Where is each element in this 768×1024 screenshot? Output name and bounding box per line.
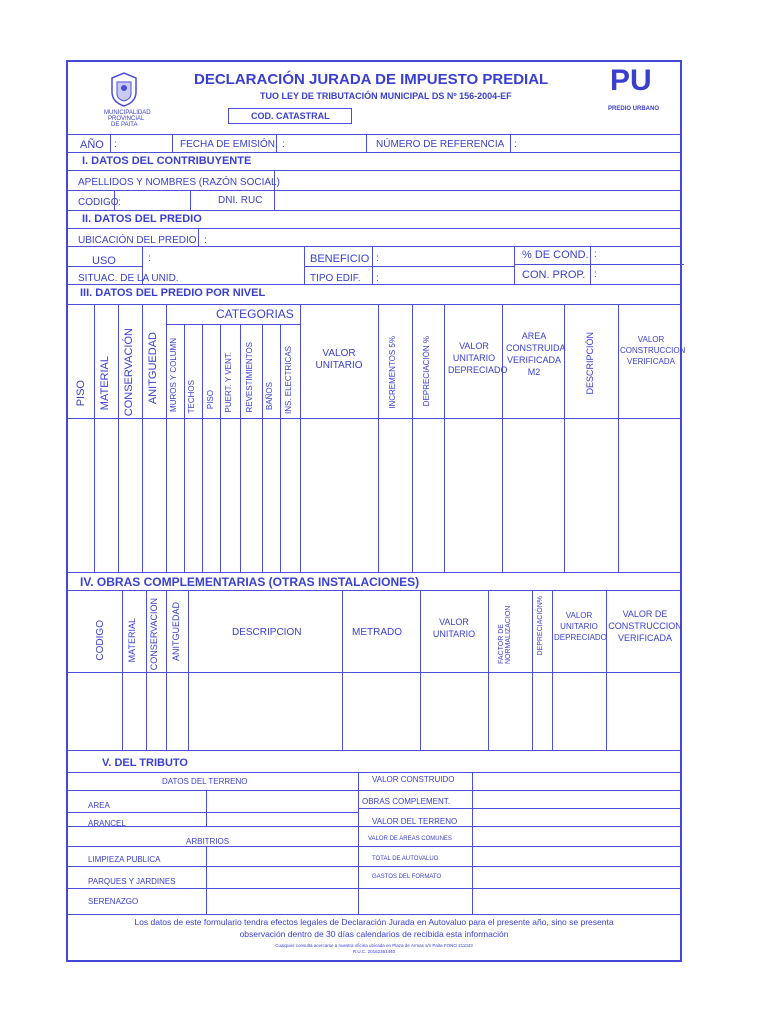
divider	[118, 304, 119, 572]
cod-catastral-label: COD. CATASTRAL	[251, 111, 330, 121]
divider	[274, 190, 275, 210]
obras-col-depreciacion: DEPRECIACIÓN%	[537, 596, 544, 656]
footer-line-2: observación dentro de 30 días calendarios de recibida esta información	[239, 929, 509, 939]
codigo-label: CODIGO	[78, 197, 119, 208]
divider	[68, 246, 680, 247]
declaration-form	[66, 60, 686, 962]
divider	[68, 826, 680, 827]
colon: :	[118, 197, 121, 208]
colon: :	[376, 273, 379, 284]
ubicacion-label: UBICACIÓN DEL PREDIO	[78, 235, 197, 246]
col-ins-electricas: INS. ELECTRICAS	[284, 346, 293, 415]
divider	[280, 324, 281, 572]
limpieza-label: LIMPIEZA PUBLICA	[88, 855, 161, 864]
divider	[206, 790, 207, 826]
divider	[532, 590, 533, 750]
divider	[166, 590, 167, 750]
divider	[502, 304, 503, 572]
divider	[274, 170, 275, 190]
numero-referencia-label: NÚMERO DE REFERENCIA	[376, 139, 505, 150]
total-autovaluo-label: TOTAL DE AUTOVALUO	[372, 856, 439, 862]
divider	[240, 324, 241, 572]
section-1-title: I. DATOS DEL CONTRIBUYENTE	[82, 155, 252, 167]
col-revestimientos: REVESTIMIENTOS	[245, 342, 254, 413]
divider	[68, 590, 680, 591]
divider	[444, 304, 445, 572]
divider	[618, 304, 619, 572]
divider	[552, 590, 553, 750]
municipality-line-3: DE PAITA	[111, 122, 138, 128]
divider	[68, 846, 680, 847]
divider	[68, 190, 680, 191]
divider	[68, 914, 680, 915]
obras-col-codigo: CODIGO	[95, 620, 106, 661]
col-area-construida: AREA CONSTRUIDA VERIFICADA M2	[506, 331, 566, 377]
divider	[188, 590, 189, 750]
divider	[358, 772, 359, 914]
divider	[68, 672, 680, 673]
col-incrementos: INCREMENTOS 5%	[388, 336, 397, 409]
divider	[68, 572, 680, 573]
municipality-line-2: PROVINCIAL	[108, 116, 145, 122]
divider	[472, 772, 473, 914]
section-2-title: II. DATOS DEL PREDIO	[82, 213, 202, 225]
divider	[68, 266, 142, 267]
colon: :	[376, 253, 379, 264]
categorias-label: CATEGORIAS	[216, 307, 294, 321]
divider	[378, 304, 379, 572]
colon: :	[148, 253, 151, 264]
col-antiguedad: ANITGUEDAD	[147, 332, 159, 405]
colon: :	[114, 139, 117, 150]
form-subtitle: TUO LEY DE TRIBUTACIÓN MUNICIPAL DS Nº 156-2004-EF	[260, 91, 512, 101]
divider	[190, 190, 191, 210]
divider	[304, 246, 305, 284]
obras-col-material: MATERIAL	[127, 618, 137, 663]
arbitrios-label: ARBITRIOS	[186, 837, 230, 846]
obras-col-valor-construccion: VALOR DE CONSTRUCCION VERIFICADA	[608, 609, 682, 643]
divider	[300, 304, 301, 572]
uso-label: USO	[92, 255, 116, 267]
parques-label: PARQUES Y JARDINES	[88, 877, 176, 886]
pct-cond-label: % DE COND.	[522, 249, 589, 261]
fecha-emision-label: FECHA DE EMISIÓN	[180, 139, 276, 150]
divider	[68, 284, 680, 285]
col-piso: PISO	[75, 380, 87, 407]
anio-label: AÑO	[80, 139, 104, 151]
municipal-seal-icon	[108, 70, 140, 108]
divider	[262, 324, 263, 572]
divider	[510, 134, 511, 152]
gastos-formato-label: GASTOS DEL FORMATO	[372, 874, 442, 880]
divider	[184, 324, 185, 572]
divider	[146, 590, 147, 750]
divider	[68, 812, 358, 813]
divider	[68, 228, 680, 229]
divider	[488, 590, 489, 750]
obras-complement-label: OBRAS COMPLEMENT.	[362, 797, 451, 806]
footer-line-1: Los datos de este formulario tendra efectos legales de Declaración Jurada en Autovaluo para el presente año, sino se presenta	[134, 917, 614, 927]
obras-col-valor-unitario: VALOR UNITARIO	[432, 617, 476, 639]
colon: :	[594, 249, 597, 260]
colon: :	[282, 139, 285, 150]
dni-ruc-label: DNI. RUC	[218, 195, 263, 206]
col-piso2: PISO	[206, 390, 215, 410]
arancel-label: ARANCEL	[88, 819, 126, 828]
serenazgo-label: SERENAZGO	[88, 897, 139, 906]
col-depreciacion: DEPRECIACIÓN %	[422, 336, 431, 407]
section-4-title: IV. OBRAS COMPLEMENTARIAS (OTRAS INSTALACIONES)	[80, 575, 420, 589]
divider	[366, 134, 367, 152]
divider	[110, 134, 111, 152]
col-valor-construccion: VALOR CONSTRUCCION VERIFICADA	[620, 335, 686, 366]
section-3-title: III. DATOS DEL PREDIO POR NIVEL	[80, 287, 266, 299]
divider	[68, 888, 680, 889]
situacion-label: SITUAC. DE LA UNID.	[78, 273, 179, 284]
divider	[412, 304, 413, 572]
section-5-title: V. DEL TRIBUTO	[102, 757, 188, 769]
col-valor-unitario-depreciado: VALOR UNITARIO DEPRECIADO	[448, 341, 508, 375]
divider	[68, 418, 680, 419]
divider	[220, 324, 221, 572]
municipality-line-1: MUNICIPALIDAD	[104, 110, 151, 116]
colon: :	[594, 269, 597, 280]
divider	[68, 790, 680, 791]
divider	[68, 134, 680, 135]
valor-terreno-label: VALOR DEL TERRENO	[372, 817, 458, 826]
divider	[166, 304, 167, 572]
apellidos-label: APELLIDOS Y NOMBRES (RAZÓN SOCIAL)	[78, 177, 280, 188]
obras-col-valor-unitario-depreciado: VALOR UNITARIO DEPRECIADO	[554, 611, 607, 642]
datos-terreno-label: DATOS DEL TERRENO	[162, 777, 248, 786]
obras-col-factor: FACTOR DE NORMALIZACION	[498, 605, 512, 664]
divider	[202, 324, 203, 572]
divider	[420, 590, 421, 750]
divider	[514, 264, 684, 265]
col-descripcion: DESCRIPCIÓN	[585, 332, 595, 395]
divider	[68, 772, 680, 773]
valor-areas-comunes-label: VALOR DE AREAS COMUNES	[368, 836, 452, 842]
obras-col-antiguedad: ANITGUEDAD	[171, 602, 181, 662]
beneficio-label: BENEFICIO	[310, 253, 370, 265]
divider	[342, 590, 343, 750]
divider	[68, 152, 680, 153]
divider	[276, 134, 277, 152]
col-material: MATERIAL	[99, 356, 111, 411]
colon: :	[204, 235, 207, 246]
divider	[358, 808, 680, 809]
divider	[606, 590, 607, 750]
cod-catastral-box[interactable]	[228, 108, 352, 124]
divider	[372, 246, 373, 284]
col-banos: BAÑOS	[265, 382, 274, 411]
colon: :	[514, 139, 517, 150]
divider	[198, 228, 199, 246]
footer-line-3: Cualquier consulta acercarse a nuestra oficina ubicada en Plaza de Armas s/n Paita FONO 211043	[275, 943, 473, 948]
divider	[68, 210, 680, 211]
divider	[114, 190, 115, 210]
col-valor-unitario: VALOR UNITARIO	[315, 348, 363, 371]
divider	[68, 304, 680, 305]
obras-col-metrado: METRADO	[352, 627, 402, 638]
predio-urbano-label: PREDIO URBANO	[608, 106, 660, 112]
form-title: DECLARACIÓN JURADA DE IMPUESTO PREDIAL	[194, 71, 549, 88]
divider	[514, 246, 515, 284]
divider	[68, 750, 680, 751]
obras-col-conservacion: CONSERVACION	[149, 598, 159, 671]
divider	[94, 304, 95, 572]
col-puertas: PUERT. Y VENT.	[224, 352, 233, 413]
con-prop-label: CON. PROP.	[522, 269, 586, 281]
valor-construido-label: VALOR CONSTRUIDO	[372, 775, 455, 784]
tipo-edif-label: TIPO EDIF.	[310, 273, 361, 284]
obras-col-descripcion: DESCRIPCION	[232, 627, 302, 638]
divider	[206, 846, 207, 914]
col-muros: MUROS Y COLUMN	[169, 338, 178, 412]
pu-mark: PU	[610, 64, 652, 97]
divider	[590, 246, 591, 284]
area-label: AREA	[88, 801, 110, 810]
divider	[68, 170, 680, 171]
divider	[122, 590, 123, 750]
footer-line-4: R.U.C. 20162361440	[352, 949, 396, 954]
col-conservacion: CONSERVACIÓN	[123, 328, 135, 417]
divider	[68, 866, 680, 867]
divider	[304, 266, 514, 267]
divider	[172, 134, 173, 152]
col-techos: TECHOS	[187, 380, 196, 414]
divider	[142, 304, 143, 572]
